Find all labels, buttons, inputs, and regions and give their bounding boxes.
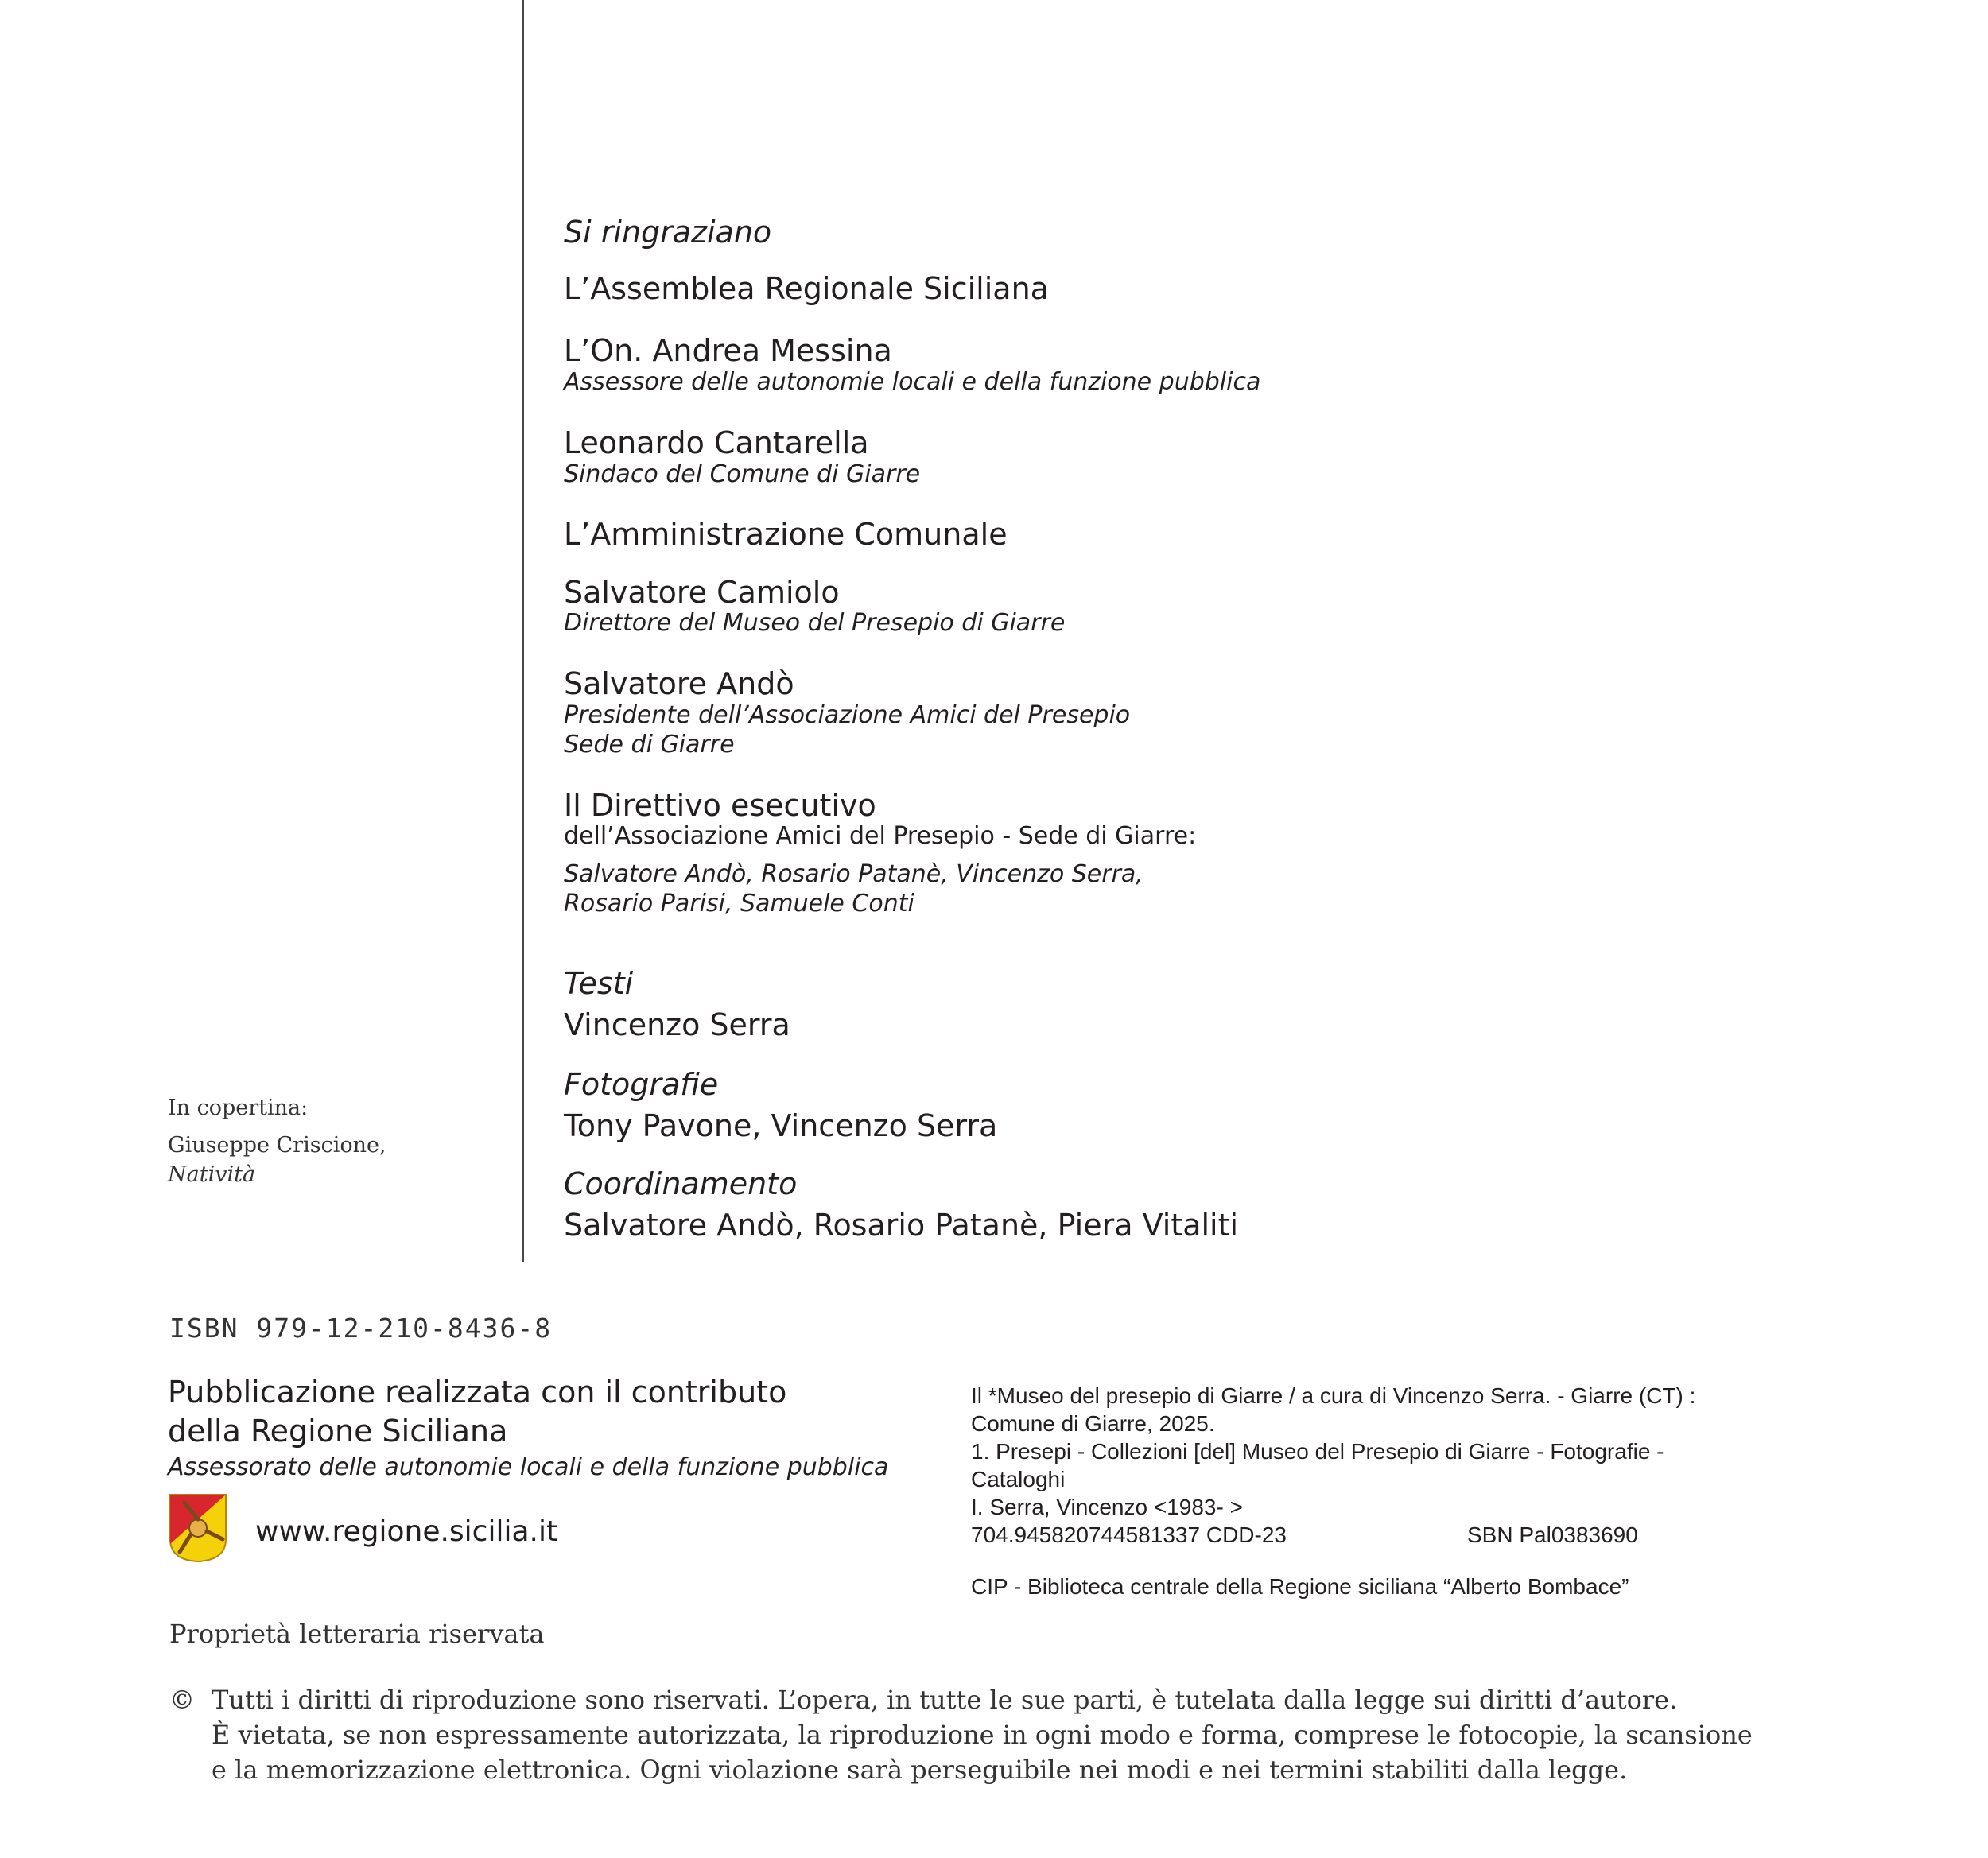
thanks-role: Presidente dell’Associazione Amici del Presepio [564, 701, 1131, 729]
thanks-role: Assessore delle autonomie locali e della funzione pubblica [564, 368, 1261, 396]
rights-line: e la memorizzazione elettronica. Ogni violazione sarà perseguibile nei modi e nei termini stabiliti dalla legge. [212, 1755, 1628, 1785]
thanks-name: Leonardo Cantarella [564, 425, 869, 460]
cip-line: Il *Museo del presepio di Giarre / a cura di Vincenzo Serra. - Giarre (CT) : [971, 1383, 1696, 1408]
thanks-name: L’On. Andrea Messina [564, 333, 892, 368]
thanks-name: L’Amministrazione Comunale [564, 517, 1008, 552]
coord-credit: Salvatore Andò, Rosario Patanè, Piera Vitaliti [564, 1208, 1239, 1243]
thanks-name: Salvatore Camiolo [564, 575, 840, 610]
thanks-role: Sede di Giarre [564, 731, 735, 758]
isbn: ISBN 979-12-210-8436-8 [169, 1313, 553, 1344]
property-notice: Proprietà letteraria riservata [169, 1619, 545, 1649]
thanks-members: Salvatore Andò, Rosario Patanè, Vincenzo Serra, [564, 860, 1143, 888]
thanks-name: L’Assemblea Regionale Siciliana [564, 271, 1049, 306]
copyright-icon: © [169, 1685, 195, 1715]
regione-sicilia-logo [169, 1493, 227, 1563]
rights-line: Tutti i diritti di riproduzione sono riservati. L’opera, in tutte le sue parti, è tutelata dalla legge sui diritti d’autore. [212, 1685, 1678, 1715]
thanks-role: Sindaco del Comune di Giarre [564, 460, 921, 488]
publication-line: Pubblicazione realizzata con il contributo [168, 1375, 787, 1410]
cover-title: Natività [168, 1162, 256, 1187]
cip-sbn: SBN Pal0383690 [1467, 1522, 1638, 1547]
website-link[interactable]: www.regione.sicilia.it [255, 1515, 558, 1548]
thanks-role: dell’Associazione Amici del Presepio - Sede di Giarre: [564, 822, 1197, 850]
rights-line: È vietata, se non espressamente autorizzata, la riproduzione in ogni modo e forma, comprese le fotocopie, la scansione [212, 1720, 1753, 1750]
publication-line: della Regione Siciliana [168, 1414, 508, 1449]
texts-credit: Vincenzo Serra [564, 1007, 790, 1042]
thanks-members: Rosario Parisi, Samuele Conti [564, 890, 914, 917]
coord-heading: Coordinamento [564, 1166, 798, 1201]
cip-line: 1. Presepi - Collezioni [del] Museo del Presepio di Giarre - Fotografie - [971, 1439, 1664, 1464]
trinacria-icon [169, 1493, 227, 1563]
texts-heading: Testi [564, 966, 634, 1001]
thanks-name: Il Direttivo esecutivo [564, 788, 876, 823]
photos-credit: Tony Pavone, Vincenzo Serra [564, 1108, 998, 1143]
cip-line: Cataloghi [971, 1467, 1066, 1491]
publication-assessorato: Assessorato delle autonomie locali e della funzione pubblica [168, 1453, 889, 1481]
cip-line: Comune di Giarre, 2025. [971, 1411, 1215, 1436]
vertical-divider [522, 0, 524, 1262]
thanks-heading: Si ringraziano [564, 215, 772, 250]
photos-heading: Fotografie [564, 1067, 719, 1102]
cover-label: In copertina: [168, 1096, 309, 1120]
cip-line: I. Serra, Vincenzo <1983- > [971, 1495, 1243, 1519]
thanks-name: Salvatore Andò [564, 666, 794, 701]
cover-author: Giuseppe Criscione, [168, 1133, 386, 1158]
cip-classification: 704.945820744581337 CDD-23 [971, 1522, 1287, 1547]
cip-library: CIP - Biblioteca centrale della Regione siciliana “Alberto Bombace” [971, 1574, 1629, 1599]
thanks-role: Direttore del Museo del Presepio di Giarre [564, 609, 1066, 637]
